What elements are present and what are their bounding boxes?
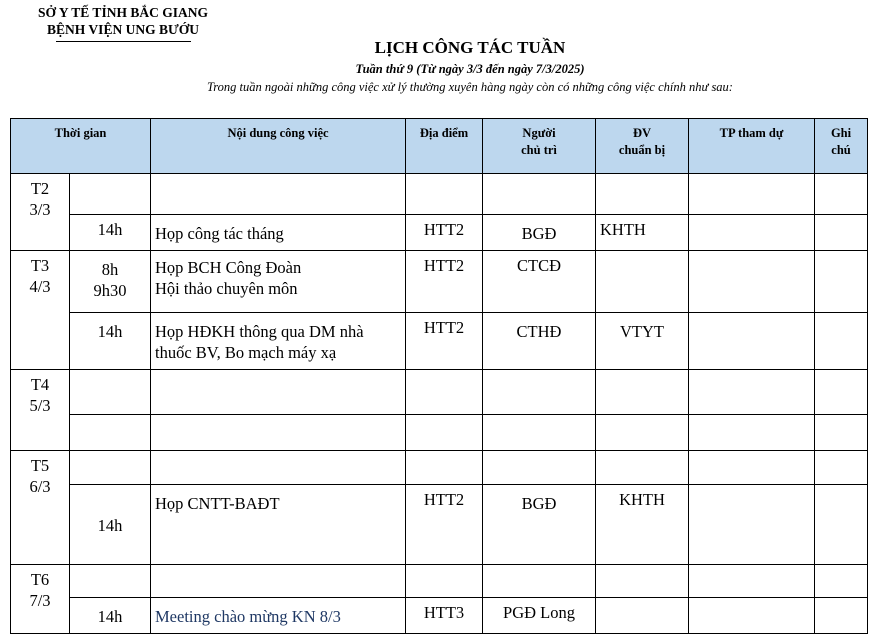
col-unit-header [596, 119, 689, 174]
host-cell: BGĐ [483, 485, 596, 565]
content-line: Họp HĐKH thông qua DM nhà [155, 322, 364, 341]
location-cell: HTT2 [406, 313, 483, 370]
host-cell: CTCĐ [483, 251, 596, 313]
col-attendees-header: TP tham dự [689, 119, 815, 174]
location-cell: HTT3 [406, 598, 483, 634]
day-date: 6/3 [29, 477, 51, 496]
time-cell: 14h [70, 313, 151, 370]
col-host-line2: chủ trì [521, 143, 557, 157]
time-cell: 14h [70, 215, 151, 251]
location-cell: HTT2 [406, 215, 483, 251]
content-line: Họp BCH Công Đoàn [155, 258, 302, 277]
day-cell-fri [11, 565, 70, 634]
host-cell: PGĐ Long [483, 598, 596, 634]
content-cell: Họp CNTT-BAĐT [151, 485, 406, 565]
day-cell-wed [11, 370, 70, 451]
content-cell [151, 313, 406, 370]
organization-header [14, 4, 232, 42]
department-name: SỞ Y TẾ TỈNH BẮC GIANG [38, 5, 208, 20]
table-row [11, 415, 868, 451]
day-date: 5/3 [29, 396, 51, 415]
host-cell: CTHĐ [483, 313, 596, 370]
day-label: T5 [30, 456, 50, 475]
day-label: T3 [30, 256, 50, 275]
day-label: T2 [30, 179, 50, 198]
col-note-line1: Ghi [830, 126, 852, 140]
location-cell: HTT2 [406, 251, 483, 313]
time-value: 9h30 [93, 281, 127, 300]
day-date: 4/3 [29, 277, 51, 296]
content-cell [151, 251, 406, 313]
document-title: LỊCH CÔNG TÁC TUẦN [374, 38, 566, 57]
table-row [11, 565, 868, 598]
time-value: 8h [101, 260, 119, 279]
content-cell: Meeting chào mừng KN 8/3 [151, 598, 406, 634]
col-note-line2: chú [831, 143, 851, 157]
table-row [11, 598, 868, 634]
hospital-name: BỆNH VIỆN UNG BƯỚU [47, 22, 199, 37]
content-line: Hội thảo chuyên môn [155, 279, 298, 298]
unit-cell: VTYT [596, 313, 689, 370]
intro-note: Trong tuần ngoài những công việc xử lý thường xuyên hàng ngày còn có những công việc chính như sau: [207, 80, 733, 94]
table-row [11, 370, 868, 415]
table-row [11, 485, 868, 565]
table-row [11, 451, 868, 485]
time-cell: 14h [70, 598, 151, 634]
col-time-header: Thời gian [11, 119, 151, 174]
table-row [11, 215, 868, 251]
day-cell-thu [11, 451, 70, 565]
table-row [11, 251, 868, 313]
col-note-header [815, 119, 868, 174]
day-cell-tue [11, 251, 70, 370]
table-row [11, 313, 868, 370]
time-cell [70, 251, 151, 313]
unit-cell: KHTH [596, 485, 689, 565]
location-cell: HTT2 [406, 485, 483, 565]
content-line: thuốc BV, Bo mạch máy xạ [155, 343, 337, 362]
day-date: 3/3 [29, 200, 51, 219]
day-label: T6 [30, 570, 50, 589]
table-header-row [11, 119, 868, 174]
col-content-header: Nội dung công việc [151, 119, 406, 174]
host-cell: BGĐ [483, 215, 596, 251]
day-cell-mon [11, 174, 70, 251]
col-unit-line1: ĐV [632, 126, 652, 140]
col-location-header: Địa điểm [406, 119, 483, 174]
week-subtitle: Tuần thứ 9 (Từ ngày 3/3 đến ngày 7/3/2025) [355, 62, 585, 76]
time-cell: 14h [70, 485, 151, 565]
col-host-line1: Người [522, 126, 556, 140]
col-unit-line2: chuẩn bị [618, 143, 666, 157]
col-host-header [483, 119, 596, 174]
unit-cell: KHTH [596, 215, 689, 251]
content-cell: Họp công tác tháng [151, 215, 406, 251]
table-row [11, 174, 868, 215]
day-label: T4 [30, 375, 50, 394]
day-date: 7/3 [29, 591, 51, 610]
schedule-table [10, 118, 868, 634]
